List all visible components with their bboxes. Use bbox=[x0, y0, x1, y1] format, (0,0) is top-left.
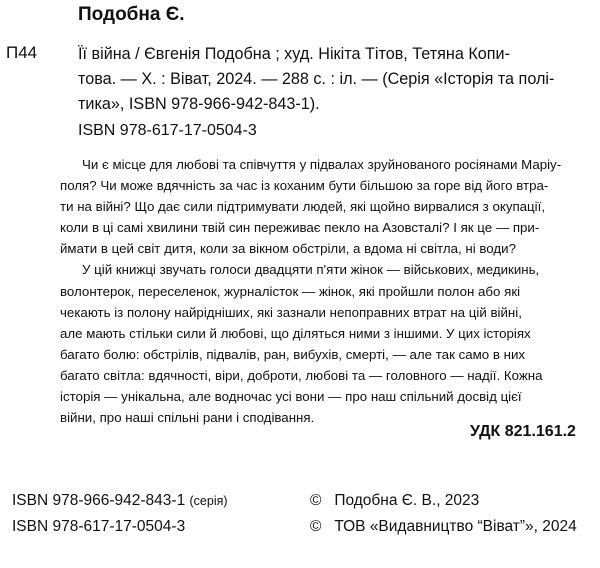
biblio-line: това. — Х. : Віват, 2024. — 288 с. : іл. — (Серія «Історія та полі- bbox=[78, 70, 555, 88]
annotation-line: історія — унікальна, але водночас усі вони — про наш спільний досвід цієї bbox=[60, 389, 522, 405]
annotation-line: але мають стільки сили й любові, що діляться ними з іншими. У цих історіях bbox=[60, 325, 531, 341]
copyright-list bbox=[310, 488, 577, 540]
annotation-line: волонтерок, переселенок, журналісток — жінок, які пройшли полон або які bbox=[60, 283, 521, 299]
isbn-main: ISBN 978-617-17-0504-3 bbox=[78, 122, 257, 139]
annotation-line: чекають із полону найрідніших, які зазнали непоправних втрат на цій війні, bbox=[60, 304, 522, 320]
biblio-line: тика», ISBN 978-966-942-843-1). bbox=[78, 95, 320, 113]
copyright-text: ТОВ «Видавництво “Віват”», 2024 bbox=[334, 518, 577, 535]
author-heading: Подобна Є. bbox=[78, 4, 185, 25]
copyright-row bbox=[310, 514, 577, 540]
annotation-line: ймати в цей світ дитя, коли за вікном обстріли, а вдома ні світла, ні води? bbox=[60, 241, 516, 257]
isbn-number: ISBN 978-617-17-0504-3 bbox=[12, 518, 186, 535]
annotation-line: Чи є місце для любові та співчуття у підвалах зруйнованого росіянами Маріу- bbox=[82, 157, 562, 172]
annotation-line: поля? Чи може вдячність за час із коханим бути більшою за горе від його втра- bbox=[60, 178, 549, 194]
copyright-symbol: © bbox=[310, 518, 322, 535]
annotation-line: багато світла: вдячності, віри, доброти, любові та — головного — надії. Кожна bbox=[60, 367, 543, 383]
annotation-line: коли в ці самі хвилини твій син переживає пекло на Азовсталі? І як це — при- bbox=[60, 220, 540, 236]
annotation-line: війни, про наші спільні рани і сподівання. bbox=[60, 410, 315, 426]
annotation-paragraph-2 bbox=[60, 259, 592, 428]
classification-code: П44 bbox=[6, 43, 38, 62]
bibliographic-description bbox=[78, 42, 590, 117]
udk-code: УДК 821.161.2 bbox=[470, 423, 576, 440]
copyright-symbol: © bbox=[310, 492, 322, 509]
isbn-row bbox=[12, 488, 228, 514]
annotation-paragraph-1 bbox=[60, 154, 592, 259]
annotation bbox=[60, 154, 592, 428]
isbn-number: ISBN 978-966-942-843-1 bbox=[12, 492, 186, 509]
copyright-text: Подобна Є. В., 2023 bbox=[334, 492, 480, 509]
annotation-line: багато болю: обстрілів, підвалів, ран, вибухів, смерті, — але так само в них bbox=[60, 346, 526, 362]
copyright-row bbox=[310, 488, 577, 514]
annotation-line: ти на війні? Що дає сили підтримувати людей, які щойно вирвалися з окупації, bbox=[60, 199, 546, 215]
isbn-list bbox=[12, 488, 228, 540]
annotation-line: У цій книжці звучать голоси двадцяти п'яти жінок — військових, медикинь, bbox=[82, 262, 540, 278]
isbn-note: (серія) bbox=[189, 494, 228, 508]
biblio-line: Її війна / Євгенія Подобна ; худ. Нікіта Тітов, Тетяна Копи- bbox=[78, 45, 510, 63]
isbn-row bbox=[12, 514, 228, 540]
